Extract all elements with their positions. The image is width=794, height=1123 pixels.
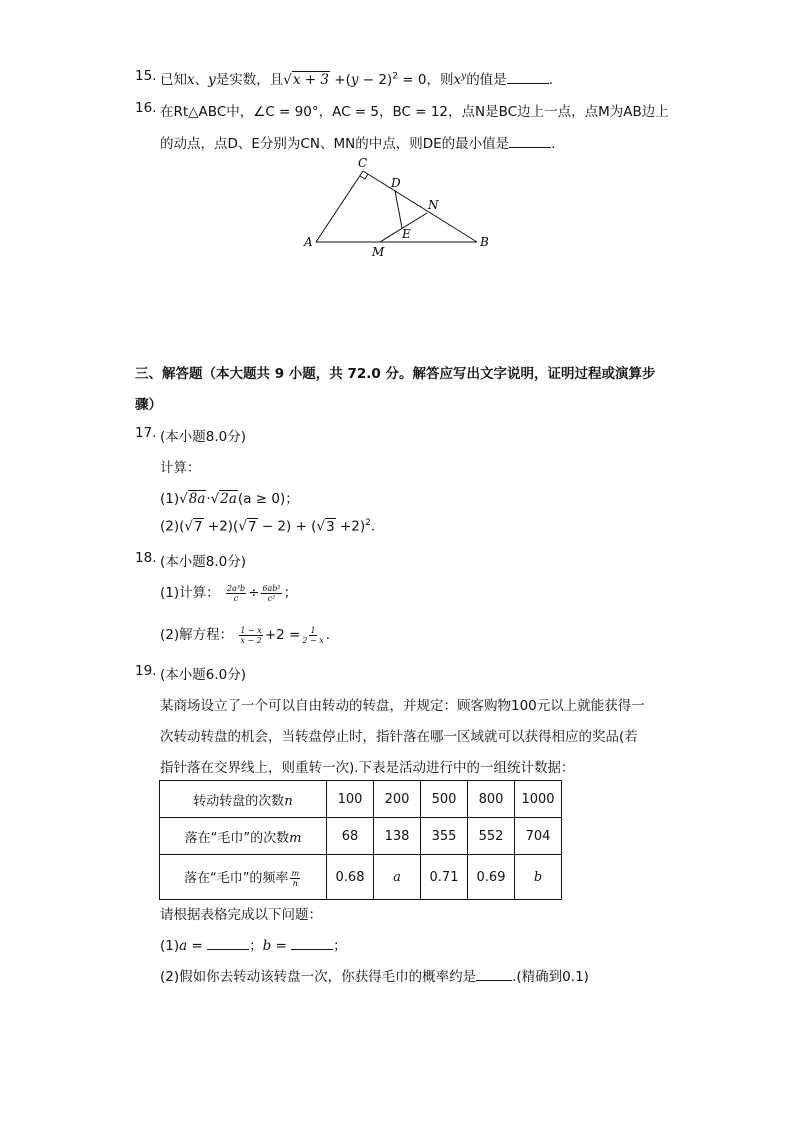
question-number: 17. xyxy=(135,425,157,441)
label-e: E xyxy=(402,227,411,241)
label-a: A xyxy=(304,235,313,249)
segment-de xyxy=(395,191,402,228)
fraction: $\frac{1}{2 - x}$ xyxy=(302,625,324,645)
question-number: 15. xyxy=(135,68,157,84)
segment-cb xyxy=(363,171,477,242)
row-label: 落在“毛巾”的频率 $\frac{m}{n}$ xyxy=(160,855,327,900)
table-cell: 0.71 xyxy=(421,855,468,900)
question-19-sub1: (1)a = ；b = ； xyxy=(160,938,347,954)
table-cell: 0.68 xyxy=(327,855,374,900)
table-row xyxy=(160,781,562,818)
right-angle-mark xyxy=(360,174,368,179)
table-cell: 200 xyxy=(374,781,421,818)
question-number: 16. xyxy=(135,100,157,116)
table-cell: 68 xyxy=(327,818,374,855)
question-19-ask: 请根据表格完成以下问题： xyxy=(160,907,322,923)
table-cell: a xyxy=(374,855,421,900)
table-cell: 138 xyxy=(374,818,421,855)
answer-blank[interactable] xyxy=(509,134,551,148)
question-17-part1: (1)√8a·√2a(a ≥ 0)； xyxy=(160,491,299,507)
answer-blank-a[interactable] xyxy=(207,936,249,950)
triangle-figure xyxy=(300,150,500,265)
row-label: 落在“毛巾”的次数m xyxy=(160,818,327,855)
label-m: M xyxy=(372,245,385,259)
question-number: 18. xyxy=(135,550,157,566)
label-d: D xyxy=(391,176,401,190)
question-19-para-line: 指针落在交界线上，则重转一次).下表是活动进行中的一组统计数据： xyxy=(160,760,575,776)
fraction: $\frac{m}{n}$ xyxy=(291,868,300,888)
sqrt-sign: √ xyxy=(238,518,247,535)
question-intro: 计算： xyxy=(160,460,201,476)
answer-blank[interactable] xyxy=(476,967,512,981)
table-cell: 100 xyxy=(327,781,374,818)
table-cell: 552 xyxy=(468,818,515,855)
statistics-table xyxy=(159,780,562,900)
row-label: 转动转盘的次数n xyxy=(160,781,327,818)
question-score: (本小题6.0分) xyxy=(160,667,247,683)
table-cell: 1000 xyxy=(515,781,562,818)
answer-blank[interactable] xyxy=(507,70,549,84)
answer-blank-b[interactable] xyxy=(291,936,333,950)
question-score: (本小题8.0分) xyxy=(160,554,247,570)
table-row xyxy=(160,855,562,900)
table-row xyxy=(160,818,562,855)
question-18-part2: (2)解方程： $\frac{1 - x}{x - 2}$ +2 = $\frac{1}{2 - x}$ . xyxy=(160,625,331,645)
question-19-para-line: 某商场设立了一个可以自由转动的转盘，并规定：顾客购物100元以上就能获得一 xyxy=(160,698,645,714)
table-cell: 0.69 xyxy=(468,855,515,900)
table-cell: b xyxy=(515,855,562,900)
question-17-part2: $(2)(√7 +2)(√7 - 2) + (√3 +2)^2$. xyxy=(160,518,376,535)
question-16-line2: 的动点，点D、E分别为CN、MN的中点，则DE的最小值是 . xyxy=(160,136,556,152)
sqrt-sign: √ xyxy=(283,72,292,88)
question-16-line1: 在Rt△ABC中，∠C = 90°，AC = 5，BC = 12，点N是BC边上一点，点M为AB边上 xyxy=(160,104,669,120)
label-c: C xyxy=(358,156,368,170)
fraction: $\frac{\text{6ab²}}{\text{c²}}$ xyxy=(262,583,281,603)
sqrt-sign: √ xyxy=(210,491,220,507)
question-19-sub2: (2)假如你去转动该转盘一次，你获得毛巾的概率约是 .(精确到0.1) xyxy=(160,969,589,985)
question-19-para-line: 次转动转盘的机会，当转盘停止时，指针落在哪一区域就可以获得相应的奖品(若 xyxy=(160,729,638,745)
sqrt-sign: √ xyxy=(179,491,188,507)
label-n: N xyxy=(428,198,439,212)
table-cell: 704 xyxy=(515,818,562,855)
table-cell: 500 xyxy=(421,781,468,818)
sqrt-sign: √ xyxy=(316,518,326,535)
question-18-part1: (1)计算： $\frac{\text{2a³b}}{c}$ ÷ $\frac{\text{6ab²}}{\text{c²}}$ ； xyxy=(160,583,298,603)
fraction: $\frac{\text{2a³b}}{c}$ xyxy=(226,583,246,603)
fraction: $\frac{1 - x}{x - 2}$ xyxy=(240,625,262,645)
table-cell: 800 xyxy=(468,781,515,818)
sqrt-sign: √ xyxy=(184,518,193,535)
question-score: (本小题8.0分) xyxy=(160,429,247,445)
table-cell: 355 xyxy=(421,818,468,855)
segment-ac xyxy=(316,171,363,242)
question-number: 19. xyxy=(135,663,157,679)
label-b: B xyxy=(480,235,489,249)
question-15-text: 已知x、y是实数，且$√x + 3 +(y - 2)^2 = 0$，则$x^y$的值是 . xyxy=(160,71,553,88)
